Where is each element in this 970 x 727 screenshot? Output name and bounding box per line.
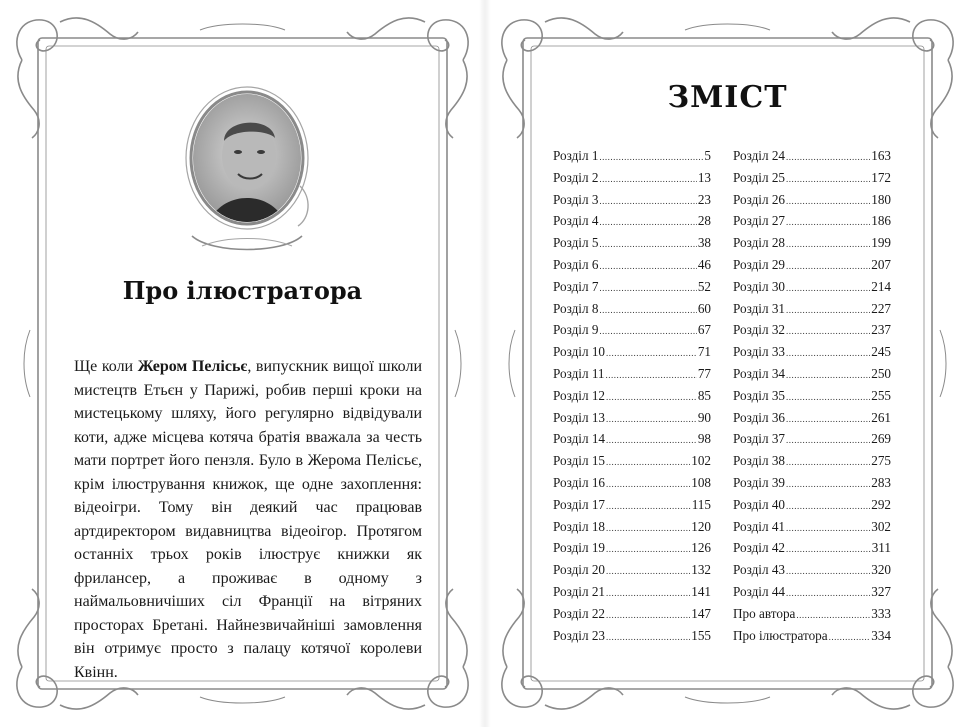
toc-entry-label: Розділ 21: [553, 583, 606, 599]
toc-entry[interactable]: [553, 148, 711, 170]
toc-entry-page: 333: [871, 605, 891, 621]
toc-entry-label: Розділ 32: [733, 322, 786, 338]
toc-leader-dots: [606, 348, 697, 358]
toc-entry-label: Розділ 34: [733, 365, 786, 381]
toc-entry[interactable]: [733, 148, 891, 170]
toc-entry[interactable]: [553, 301, 711, 323]
toc-leader-dots: [786, 544, 871, 554]
toc-entry-page: 52: [697, 278, 711, 294]
toc-entry[interactable]: [733, 540, 891, 562]
toc-entry-page: 320: [871, 562, 891, 578]
toc-entry-label: Розділ 3: [553, 191, 599, 207]
toc-entry-page: 292: [871, 496, 891, 512]
toc-entry-page: 155: [691, 627, 711, 643]
toc-leader-dots: [796, 610, 870, 620]
toc-leader-dots: [786, 217, 870, 227]
toc-entry-label: Розділ 19: [553, 540, 606, 556]
toc-leader-dots: [786, 501, 870, 511]
toc-entry-label: Розділ 43: [733, 562, 786, 578]
illustrator-bio: [74, 355, 422, 684]
toc-entry-page: 23: [697, 191, 711, 207]
toc-leader-dots: [606, 392, 697, 402]
toc-entry-label: Розділ 8: [553, 300, 599, 316]
toc-entry[interactable]: [733, 453, 891, 475]
toc-leader-dots: [606, 523, 690, 533]
portrait-photo-icon: [172, 86, 322, 256]
toc-entry-page: 327: [871, 583, 891, 599]
toc-leader-dots: [606, 544, 690, 554]
toc-entry-label: Розділ 30: [733, 278, 786, 294]
toc-leader-dots: [786, 588, 870, 598]
toc-entry[interactable]: [733, 431, 891, 453]
toc-entry-page: 147: [691, 605, 711, 621]
toc-entry-page: 90: [697, 409, 711, 425]
toc-title: ЗМІСТ: [667, 80, 788, 115]
toc-entry-page: 102: [691, 453, 711, 469]
toc-entry-label: Про автора: [733, 605, 796, 621]
toc-leader-dots: [606, 566, 690, 576]
toc-entry-label: Розділ 38: [733, 453, 786, 469]
toc-leader-dots: [786, 283, 870, 293]
toc-entry[interactable]: [553, 192, 711, 214]
toc-entry-label: Розділ 36: [733, 409, 786, 425]
toc-entry[interactable]: [553, 584, 711, 606]
toc-column-right: [733, 148, 891, 649]
toc-entry-page: 13: [697, 169, 711, 185]
toc-leader-dots: [786, 414, 870, 424]
toc-column-left: [553, 148, 711, 649]
toc-entry-label: Розділ 35: [733, 387, 786, 403]
toc-entry-label: Розділ 4: [553, 213, 599, 229]
toc-entry-page: 255: [871, 387, 891, 403]
toc-entry[interactable]: [733, 192, 891, 214]
toc-entry-page: 311: [871, 540, 891, 556]
toc-entry-page: 71: [697, 344, 711, 360]
toc-entry-label: Розділ 39: [733, 474, 786, 490]
toc-leader-dots: [786, 196, 870, 206]
toc-leader-dots: [786, 305, 870, 315]
toc-entry[interactable]: [553, 170, 711, 192]
toc-entry-label: Розділ 6: [553, 256, 599, 272]
illustrator-name: Жером Пелісьє: [137, 358, 248, 375]
toc-entry[interactable]: [553, 431, 711, 453]
toc-entry-label: Розділ 22: [553, 605, 606, 621]
toc-leader-dots: [606, 414, 697, 424]
toc-entry-label: Розділ 40: [733, 496, 786, 512]
toc-leader-dots: [786, 370, 870, 380]
toc-entry[interactable]: [553, 519, 711, 541]
toc-entry-label: Розділ 23: [553, 627, 606, 643]
toc-entry-page: 132: [691, 562, 711, 578]
toc-entry[interactable]: [553, 628, 711, 650]
bio-body: , випускник вищої школи мистецтв Етьєн у Парижі, робив перші кроки на мистецькому шляху, його регулярно відвідували коти, адже місцева котяча братія вважала за честь мати портрет його пензля. Було в Жерома Пелісьє, крім ілюстрування книжок, ще одне захоплення: відеоігри. Тому він деякий час працював артдиректором видавництва відеоігор. Протягом останніх трьох років ілюструє книжки як фрилансер, а проживає в одному з наймальовничіших сіл Франції на вітряних просторах Бретані. Найнезвичайніші замовлення він отримує просто з палацу котячої королеви Квінн.: [74, 358, 423, 681]
toc-leader-dots: [786, 239, 870, 249]
toc-entry-label: Розділ 29: [733, 256, 786, 272]
toc-entry[interactable]: [733, 519, 891, 541]
toc-entry-label: Розділ 26: [733, 191, 786, 207]
toc-entry-page: 67: [697, 322, 711, 338]
toc-entry-label: Розділ 44: [733, 583, 786, 599]
toc-entry[interactable]: [733, 170, 891, 192]
toc-entry-page: 38: [697, 235, 711, 251]
toc-entry-page: 180: [871, 191, 891, 207]
toc-entry-page: 77: [697, 365, 711, 381]
toc-entry[interactable]: [733, 584, 891, 606]
right-page: [485, 0, 970, 727]
toc-leader-dots: [599, 196, 696, 206]
toc-entry-page: 237: [871, 322, 891, 338]
toc-entry-page: 5: [704, 148, 711, 163]
toc-entry[interactable]: [553, 388, 711, 410]
toc-entry-page: 126: [691, 540, 711, 556]
toc-entry-label: Розділ 5: [553, 235, 599, 251]
toc-leader-dots: [606, 588, 690, 598]
toc-entry-page: 108: [691, 474, 711, 490]
toc-entry-label: Розділ 14: [553, 431, 606, 447]
toc-entry-label: Розділ 16: [553, 474, 606, 490]
toc-entry[interactable]: [553, 213, 711, 235]
toc-entry[interactable]: [553, 235, 711, 257]
toc-entry-page: 245: [871, 344, 891, 360]
toc-entry[interactable]: [733, 279, 891, 301]
toc-entry[interactable]: [733, 301, 891, 323]
toc-leader-dots: [606, 632, 690, 642]
toc-entry[interactable]: [553, 606, 711, 628]
toc-entry-label: Розділ 7: [553, 278, 599, 294]
toc-entry-page: 199: [871, 235, 891, 251]
toc-entry-label: Розділ 18: [553, 518, 606, 534]
toc-entry-page: 186: [871, 213, 891, 229]
toc-entry-page: 172: [871, 169, 891, 185]
toc-entry[interactable]: [733, 388, 891, 410]
toc-entry-page: 269: [871, 431, 891, 447]
toc-entry-page: 302: [871, 518, 891, 534]
toc-entry-label: Розділ 41: [733, 518, 786, 534]
page-title: Про ілюстратора: [122, 276, 363, 305]
toc-entry[interactable]: [733, 410, 891, 432]
toc-leader-dots: [786, 457, 870, 467]
toc-entry-page: 275: [871, 453, 891, 469]
toc-entry-label: Розділ 33: [733, 344, 786, 360]
toc-entry[interactable]: [553, 322, 711, 344]
toc-leader-dots: [606, 501, 691, 511]
toc-entry[interactable]: [553, 279, 711, 301]
toc-leader-dots: [599, 174, 696, 184]
toc-entry[interactable]: [553, 366, 711, 388]
toc-entry-page: 334: [871, 627, 891, 643]
toc-leader-dots: [599, 261, 696, 271]
toc-entry-page: 207: [871, 256, 891, 272]
toc-leader-dots: [786, 174, 870, 184]
toc-entry-label: Розділ 27: [733, 213, 786, 229]
toc-leader-dots: [599, 283, 696, 293]
toc-leader-dots: [606, 435, 697, 445]
toc-entry-page: 163: [871, 148, 891, 163]
toc-leader-dots: [786, 392, 870, 402]
toc-entry[interactable]: [733, 322, 891, 344]
toc-leader-dots: [599, 326, 696, 336]
toc-entry[interactable]: [733, 497, 891, 519]
toc-entry-label: Розділ 42: [733, 540, 786, 556]
toc-entry-label: Розділ 2: [553, 169, 599, 185]
toc-entry[interactable]: [733, 235, 891, 257]
toc-entry-label: Розділ 1: [553, 148, 599, 163]
toc-entry-label: Розділ 11: [553, 365, 605, 381]
toc-entry[interactable]: [733, 628, 891, 650]
toc-entry-page: 28: [697, 213, 711, 229]
toc-leader-dots: [786, 326, 870, 336]
toc-entry[interactable]: [733, 366, 891, 388]
toc-leader-dots: [599, 217, 696, 227]
toc-entry-page: 115: [691, 496, 711, 512]
toc-entry[interactable]: [733, 606, 891, 628]
toc-leader-dots: [786, 479, 870, 489]
toc-entry[interactable]: [553, 453, 711, 475]
toc-entry-page: 120: [691, 518, 711, 534]
toc-entry[interactable]: [733, 213, 891, 235]
toc-entry-label: Розділ 31: [733, 300, 786, 316]
toc-leader-dots: [606, 610, 690, 620]
toc-entry-label: Про ілюстратора: [733, 627, 828, 643]
toc-entry[interactable]: [553, 475, 711, 497]
toc-leader-dots: [599, 305, 696, 315]
toc-entry[interactable]: [553, 540, 711, 562]
toc-entry-label: Розділ 24: [733, 148, 786, 163]
toc-entry-page: 141: [691, 583, 711, 599]
bio-intro: Ще коли: [74, 358, 138, 375]
toc-entry-page: 227: [871, 300, 891, 316]
toc-entry[interactable]: [553, 497, 711, 519]
toc-leader-dots: [786, 523, 870, 533]
toc-leader-dots: [829, 632, 871, 642]
toc-entry[interactable]: [733, 257, 891, 279]
toc-entry-page: 261: [871, 409, 891, 425]
toc-entry[interactable]: [553, 344, 711, 366]
toc-entry-label: Розділ 17: [553, 496, 606, 512]
toc-entry-label: Розділ 13: [553, 409, 606, 425]
toc-entry-label: Розділ 12: [553, 387, 606, 403]
toc-leader-dots: [606, 479, 690, 489]
toc-entry-page: 46: [697, 256, 711, 272]
toc-entry-label: Розділ 25: [733, 169, 786, 185]
toc-leader-dots: [786, 566, 870, 576]
toc-entry-label: Розділ 20: [553, 562, 606, 578]
toc-leader-dots: [786, 261, 870, 271]
toc-leader-dots: [786, 435, 870, 445]
toc-leader-dots: [599, 152, 703, 162]
toc-entry-label: Розділ 15: [553, 453, 606, 469]
toc-entry-page: 85: [697, 387, 711, 403]
toc-entry[interactable]: [553, 410, 711, 432]
toc-entry-label: Розділ 9: [553, 322, 599, 338]
toc-entry-page: 250: [871, 365, 891, 381]
toc-leader-dots: [599, 239, 696, 249]
toc-entry-page: 283: [871, 474, 891, 490]
toc-entry[interactable]: [553, 257, 711, 279]
toc-entry-label: Розділ 37: [733, 431, 786, 447]
toc-entry[interactable]: [733, 344, 891, 366]
toc-entry-page: 60: [697, 300, 711, 316]
toc-leader-dots: [786, 348, 870, 358]
toc-leader-dots: [606, 370, 697, 380]
toc-entry-label: Розділ 10: [553, 344, 606, 360]
toc-entry-label: Розділ 28: [733, 235, 786, 251]
toc-entry-page: 98: [697, 431, 711, 447]
toc-entry[interactable]: [553, 562, 711, 584]
toc-leader-dots: [786, 152, 870, 162]
toc-entry[interactable]: [733, 475, 891, 497]
toc-leader-dots: [606, 457, 690, 467]
toc-entry[interactable]: [733, 562, 891, 584]
toc-entry-page: 214: [871, 278, 891, 294]
